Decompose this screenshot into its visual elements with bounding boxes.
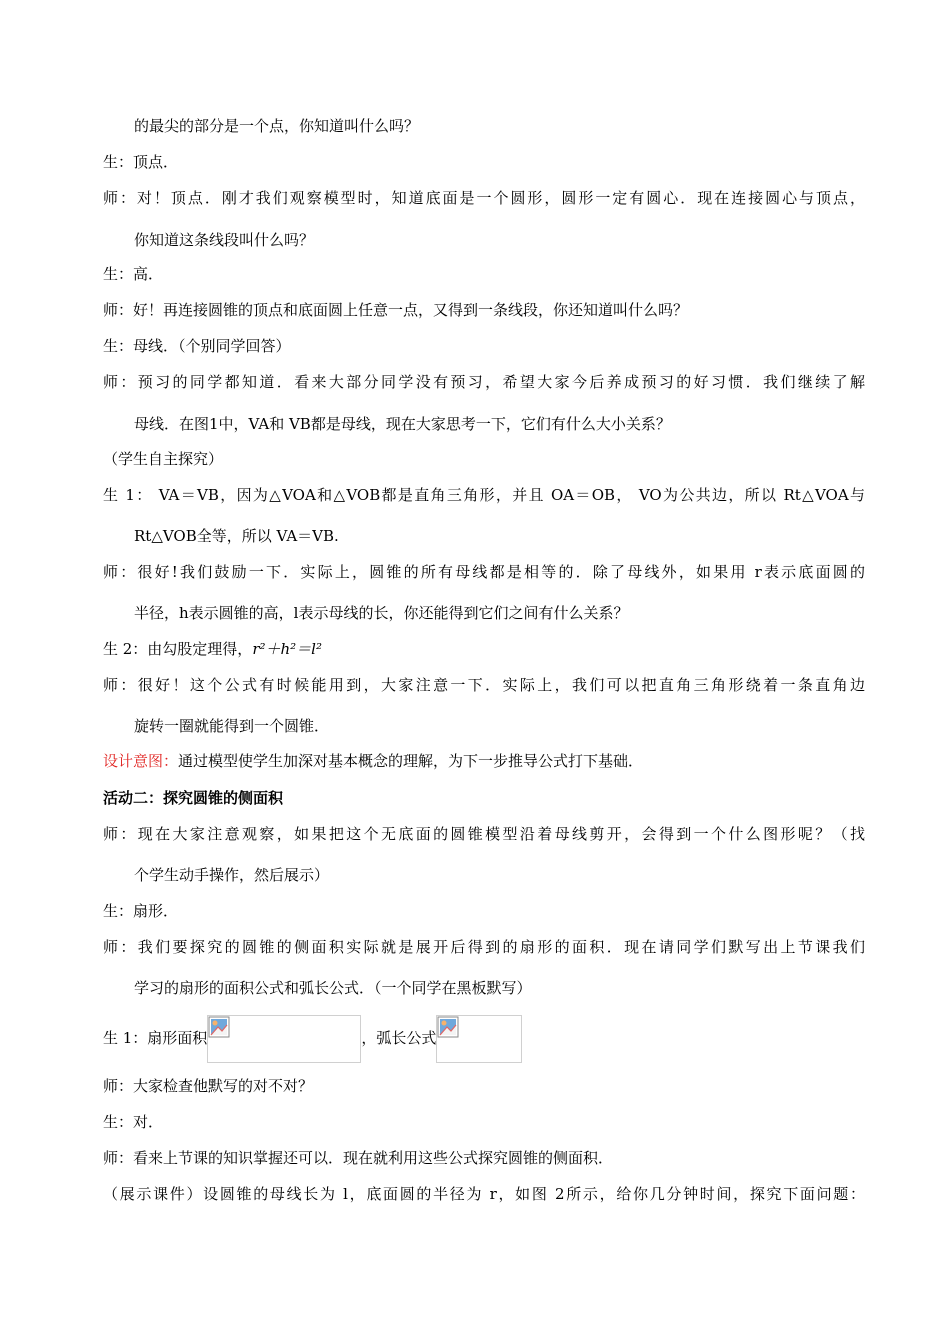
text-line: 生：对．: [103, 1113, 164, 1131]
text-line: 生：扇形．: [103, 902, 179, 920]
pythagorean-formula: r²＋h²＝l²: [252, 640, 322, 658]
text-line: 师：大家检查他默写的对不对？: [103, 1077, 314, 1095]
design-intent-text: 通过模型使学生加深对基本概念的理解，为下一步推导公式打下基础．: [178, 752, 644, 770]
broken-image-icon: [208, 1016, 230, 1038]
sector-area-formula-image: [207, 1015, 361, 1063]
text-line: 生：顶点．: [103, 153, 179, 171]
text-line: 学习的扇形的面积公式和弧长公式．（一个同学在黑板默写）: [134, 979, 532, 997]
section-heading: 活动二：探究圆锥的侧面积: [103, 789, 284, 807]
text-line: 师：我们要探究的圆锥的侧面积实际就是展开后得到的扇形的面积．现在请同学们默写出上节课我们: [103, 938, 865, 956]
text-line: 生 1： VA＝VB，因为△VOA和△VOB都是直角三角形，并且 OA＝OB， VO为公共边，所以 Rt△VOA与: [103, 486, 865, 504]
design-intent-line: [103, 751, 643, 771]
text-line: 你知道这条线段叫什么吗？: [134, 231, 315, 249]
text-line: 师：很好!我们鼓励一下．实际上，圆锥的所有母线都是相等的．除了母线外，如果用 r表示底面圆的: [103, 563, 865, 581]
text-line: Rt△VOB全等，所以 VA＝VB.: [134, 527, 339, 545]
text-line: 师：看来上节课的知识掌握还可以．现在就利用这些公式探究圆锥的侧面积．: [103, 1149, 614, 1167]
text-line: 母线．在图1中，VA和 VB都是母线，现在大家思考一下，它们有什么大小关系？: [134, 415, 671, 433]
text-line: 的最尖的部分是一个点，你知道叫什么吗？: [134, 117, 420, 135]
text-line: 师：现在大家注意观察，如果把这个无底面的圆锥模型沿着母线剪开，会得到一个什么图形呢？（找: [103, 825, 865, 843]
design-intent-label: 设计意图：: [103, 752, 179, 770]
text-line: 师：预习的同学都知道．看来大部分同学没有预习，希望大家今后养成预习的好习惯．我们继续了解: [103, 373, 865, 391]
text-line: [103, 639, 322, 659]
text-line: 旋转一圈就能得到一个圆锥．: [134, 717, 330, 735]
text-segment: 生 1：扇形面积: [103, 1029, 208, 1047]
arc-length-formula-image: [436, 1015, 522, 1063]
text-segment: 生 2：由勾股定理得，: [103, 640, 253, 658]
text-line: 师：好！再连接圆锥的顶点和底面圆上任意一点，又得到一条线段，你还知道叫什么吗？: [103, 301, 689, 319]
text-line: 个学生动手操作，然后展示）: [134, 866, 330, 884]
text-segment: ，弧长公式: [361, 1029, 437, 1047]
text-line: （展示课件）设圆锥的母线长为 l，底面圆的半径为 r，如图 2所示，给你几分钟时间，探究下面问题：: [103, 1185, 865, 1203]
broken-image-icon: [437, 1016, 459, 1038]
text-line: 生：高．: [103, 265, 164, 283]
formula-line: [103, 1014, 522, 1062]
text-line: （学生自主探究）: [103, 450, 224, 468]
text-line: 半径，h表示圆锥的高，l表示母线的长，你还能得到它们之间有什么关系？: [134, 604, 629, 622]
text-line: 生：母线．（个别同学回答）: [103, 337, 291, 355]
text-line: 师：对！顶点．刚才我们观察模型时，知道底面是一个圆形，圆形一定有圆心．现在连接圆心与顶点，: [103, 189, 865, 207]
text-line: 师：很好！这个公式有时候能用到，大家注意一下．实际上，我们可以把直角三角形绕着一条直角边: [103, 676, 865, 694]
